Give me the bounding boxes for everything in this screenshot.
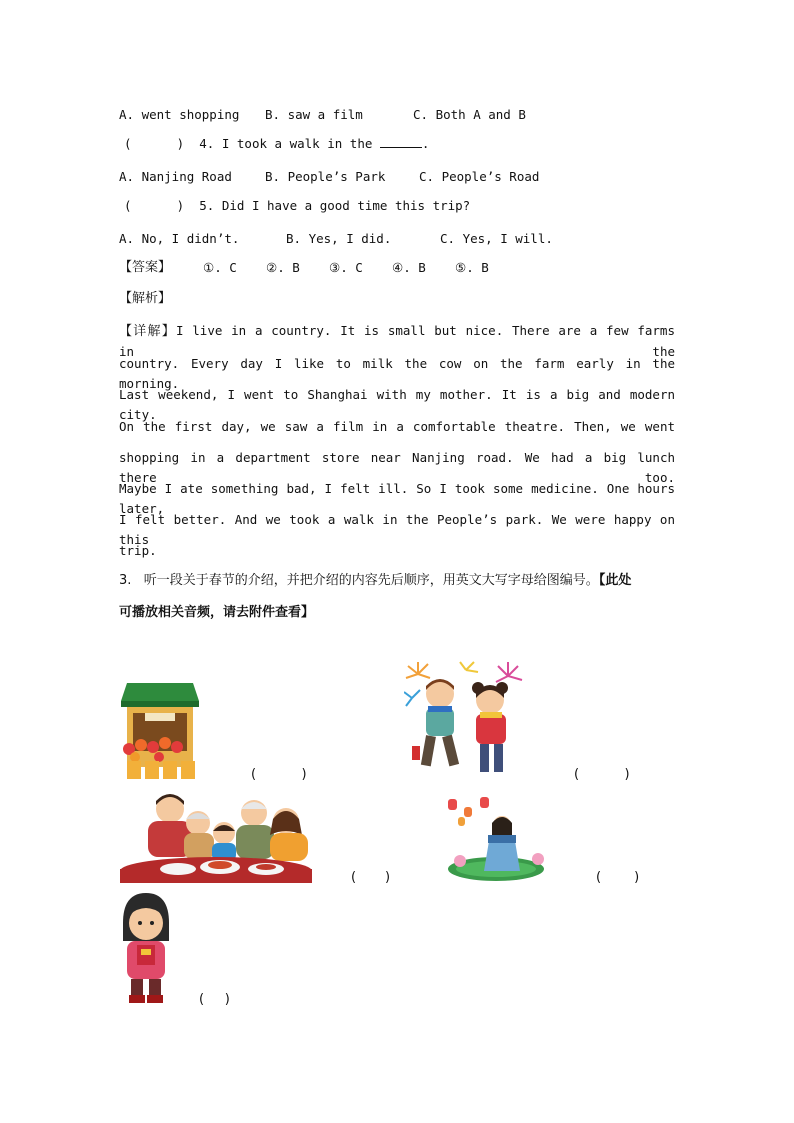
detail-line: Last weekend, I went to Shanghai with my mother. It is a big and modern city. — [119, 387, 675, 422]
picture-answer-paren: ( ) — [574, 767, 630, 782]
q5-option-c: C. Yes, I will. — [440, 231, 553, 246]
answer-item: ③. C — [329, 260, 363, 275]
q5-option-a: A. No, I didn’t. — [119, 231, 240, 246]
q4-paren: ( ) — [124, 136, 185, 151]
detail-line: Maybe I ate something bad, I felt ill. So I took some medicine. One hours later, — [119, 481, 675, 516]
picture-answer-paren: ( ) — [251, 767, 307, 782]
girl-red-packet-picture — [119, 893, 173, 1005]
detail-line: shopping in a department store near Nanjing road. We had a big lunch there too. — [119, 450, 675, 485]
detail-label: 【详解】 — [119, 324, 176, 339]
answer-item: ⑤. B — [455, 260, 489, 275]
detail-line: trip. — [119, 543, 157, 558]
answer-item: ①. C — [203, 260, 237, 275]
answer-item: ④. B — [392, 260, 426, 275]
q3-option-c: C. Both A and B — [413, 107, 526, 122]
detail-line: country. Every day I like to milk the cow on the farm early in the morning. — [119, 356, 675, 391]
detail-line: 【详解】I live in a country. It is small but nice. There are a few farms in the — [119, 323, 675, 359]
picture-answer-paren: ( ) — [596, 870, 640, 885]
q4-option-c: C. People’s Road — [419, 169, 540, 184]
sky-lanterns-picture — [444, 795, 554, 885]
question-4: ( ) 4. I took a walk in the . — [124, 136, 430, 151]
section-3-instruction: 3. 听一段关于春节的介绍，并把介绍的内容先后顺序，用英文大写字母给图编号。【此处 — [119, 573, 632, 588]
picture-answer-paren: ( ) — [351, 870, 391, 885]
detail-line: I felt better. And we took a walk in the People’s park. We were happy on this — [119, 512, 675, 547]
answer-item: ②. B — [266, 260, 300, 275]
q5-paren: ( ) — [124, 198, 185, 213]
q4-option-b: B. People’s Park — [265, 169, 386, 184]
flower-stall-picture — [121, 683, 199, 779]
q5-option-b: B. Yes, I did. — [286, 231, 392, 246]
analysis-label: 【解析】 — [119, 291, 172, 306]
picture-answer-paren: ( ) — [199, 992, 230, 1007]
fireworks-children-picture — [404, 660, 526, 778]
q4-option-a: A. Nanjing Road — [119, 169, 232, 184]
answer-blank — [380, 135, 422, 148]
answer-label: 【答案】 — [119, 260, 172, 275]
family-dinner-picture — [120, 789, 312, 883]
detail-line: On the first day, we saw a film in a comfortable theatre. Then, we went — [119, 419, 675, 434]
question-5: ( ) 5. Did I have a good time this trip? — [124, 198, 471, 213]
q3-option-a: A. went shopping — [119, 107, 240, 122]
section-3-instruction-cont: 可播放相关音频，请去附件查看】 — [119, 605, 315, 620]
q3-option-b: B. saw a film — [265, 107, 363, 122]
